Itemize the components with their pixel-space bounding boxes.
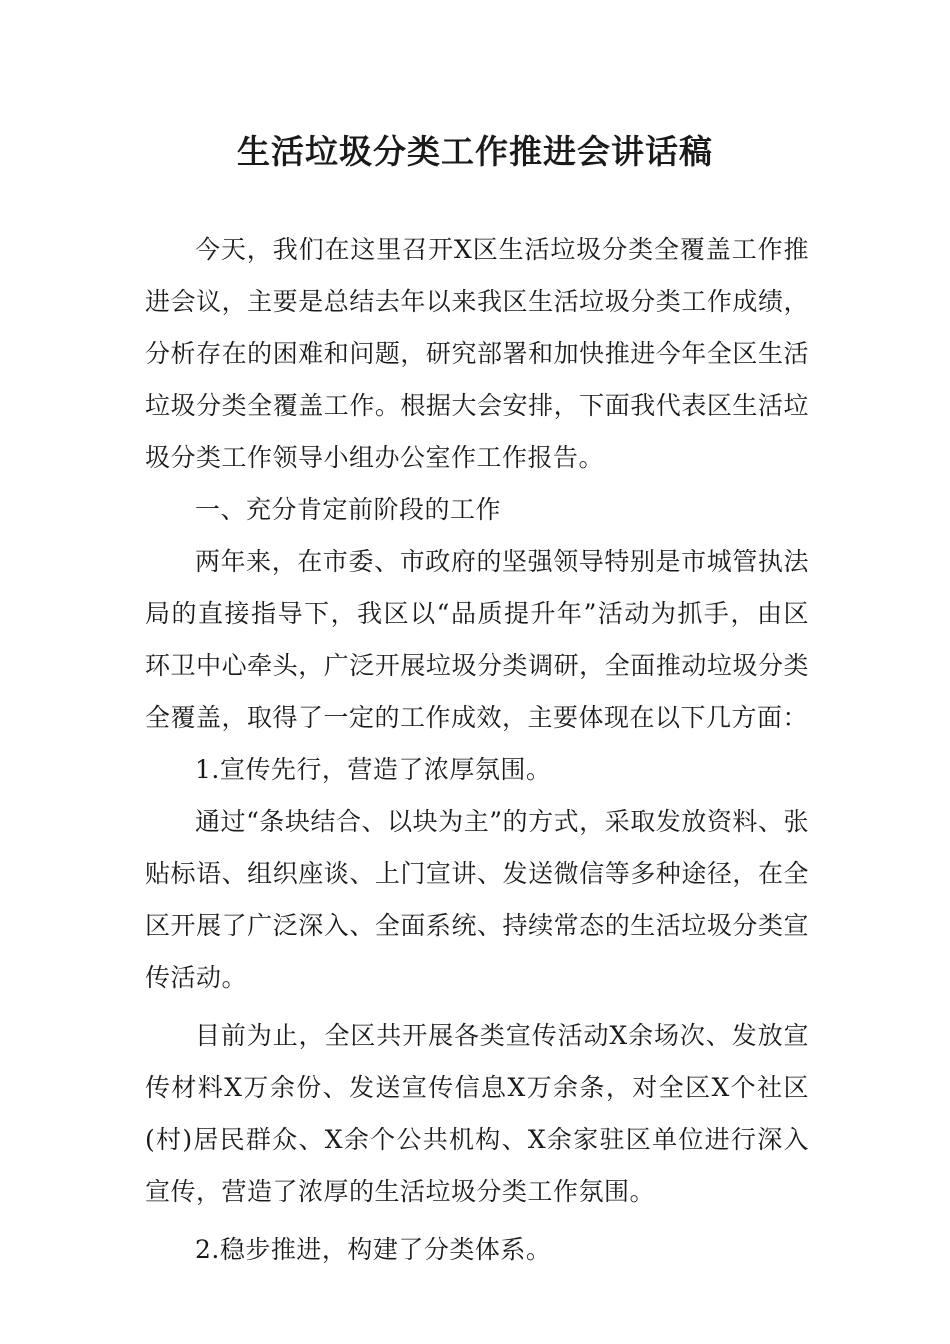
- paragraph-publicity-results: 目前为止，全区共开展各类宣传活动X余场次、发放宣传材料X万余份、发送宣传信息X万余条，对全区X个社区(村)居民群众、X余个公共机构、X余家驻区单位进行深入宣传，营造了浓厚的生活垃圾分类工作氛围。: [145, 1021, 809, 1206]
- document-body: [145, 224, 809, 1276]
- paragraph-achievements: 两年来，在市委、市政府的坚强领导特别是市城管执法局的直接指导下，我区以“品质提升年”活动为抓手，由区环卫中心牵头，广泛开展垃圾分类调研，全面推动垃圾分类全覆盖，取得了一定的工作成效，主要体现在以下几方面：: [145, 547, 809, 732]
- section-heading-1: 一、充分肯定前阶段的工作: [195, 495, 502, 524]
- document-title: 生活垃圾分类工作推进会讲话稿: [237, 132, 713, 171]
- subheading-classification-system: 2.稳步推进，构建了分类体系。: [195, 1235, 552, 1264]
- paragraph-publicity-methods: 通过“条块结合、以块为主”的方式，采取发放资料、张贴标语、组织座谈、上门宣讲、发送微信等多种途径，在全区开展了广泛深入、全面系统、持续常态的生活垃圾分类宣传活动。: [145, 807, 809, 992]
- subheading-publicity: 1.宣传先行，营造了浓厚氛围。: [195, 755, 552, 784]
- paragraph-intro: 今天，我们在这里召开X区生活垃圾分类全覆盖工作推进会议，主要是总结去年以来我区生活垃圾分类工作成绩，分析存在的困难和问题，研究部署和加快推进今年全区生活垃圾分类全覆盖工作。根据大会安排，下面我代表区生活垃圾分类工作领导小组办公室作工作报告。: [145, 235, 809, 472]
